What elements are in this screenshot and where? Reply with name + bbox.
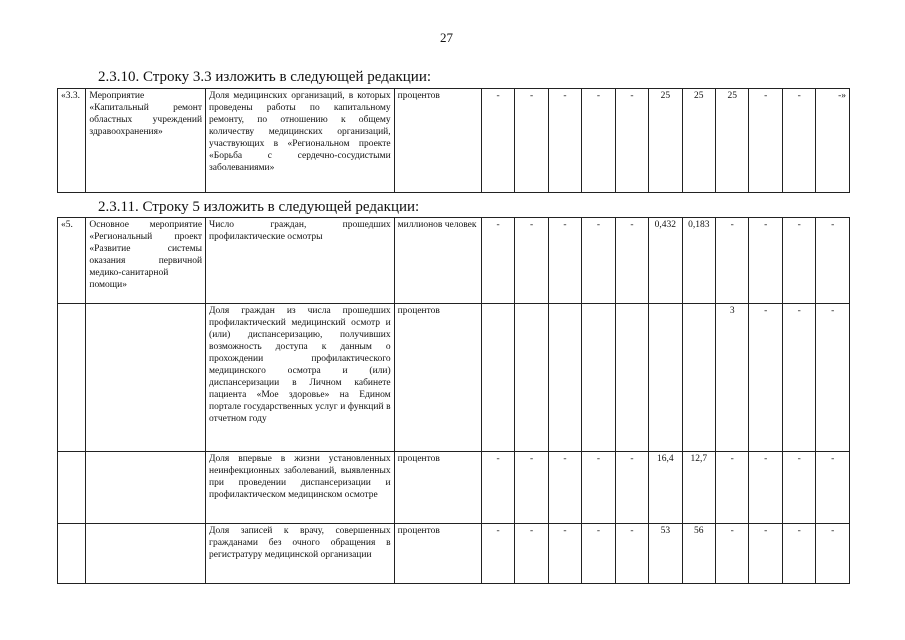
table-row-3-3: [57, 88, 850, 193]
event-name: [86, 452, 206, 524]
unit: процентов: [394, 524, 481, 584]
value-cell: [615, 304, 648, 452]
value-cell: 0,183: [682, 218, 715, 304]
value-cell: 56: [682, 524, 715, 584]
value-cell: -: [816, 524, 850, 584]
value-cell: 25: [716, 89, 749, 193]
row-number: «5.: [58, 218, 86, 304]
value-cell: -: [548, 452, 581, 524]
event-name: [86, 524, 206, 584]
unit: процентов: [394, 304, 481, 452]
value-cell: -: [716, 524, 749, 584]
row-number: «3.3.: [58, 89, 86, 193]
value-cell: -: [582, 218, 615, 304]
value-cell: -: [582, 89, 615, 193]
heading-2-3-11: 2.3.11. Строку 5 изложить в следующей редакции:: [98, 199, 420, 215]
value-cell: -: [548, 89, 581, 193]
value-cell: -: [582, 452, 615, 524]
event-name: [86, 304, 206, 452]
indicator-name: Число граждан, прошедших профилактические осмотры: [206, 218, 395, 304]
value-cell: -: [749, 304, 782, 452]
value-cell: [582, 304, 615, 452]
event-name: Мероприятие «Капитальный ремонт областных учреждений здравоохранения»: [86, 89, 206, 193]
value-cell: 12,7: [682, 452, 715, 524]
value-cell: [682, 304, 715, 452]
table-row: [58, 218, 850, 304]
value-cell: -: [515, 89, 548, 193]
indicator-name: Доля медицинских организаций, в которых проведены работы по капитальному ремонту, по отношению к общему количеству медицинских организаций, участвующих в «Региональном проекте «Борьба с сердечно-сосудистыми заболеваниями»: [206, 89, 395, 193]
value-cell: -: [782, 524, 815, 584]
table-row: [58, 524, 850, 584]
row-number: [58, 304, 86, 452]
table-row-5: [57, 217, 850, 584]
value-cell: 25: [649, 89, 682, 193]
value-cell: -: [782, 452, 815, 524]
value-cell: -: [749, 89, 782, 193]
value-cell: [515, 304, 548, 452]
value-cell: -: [816, 304, 850, 452]
value-cell: -: [816, 452, 850, 524]
value-cell: -: [749, 524, 782, 584]
value-cell: -: [481, 524, 514, 584]
indicator-name: Доля граждан из числа прошедших профилактический медицинский осмотр и (или) диспансеризацию, получивших возможность доступа к данным о прохождении профилактического медицинского осмотра и (или) диспансеризации в Личном кабинете пациента «Мое здоровье» на Едином портале государственных услуг и функций в отчетном году: [206, 304, 395, 452]
value-cell: -: [481, 452, 514, 524]
value-cell: [649, 304, 682, 452]
value-cell: -: [548, 524, 581, 584]
value-cell: -: [716, 218, 749, 304]
table-row: [58, 452, 850, 524]
value-cell: -: [515, 524, 548, 584]
value-cell: -: [782, 89, 815, 193]
value-cell: -: [816, 218, 850, 304]
value-cell: [481, 304, 514, 452]
indicator-name: Доля впервые в жизни установленных неинфекционных заболеваний, выявленных при проведении диспансеризации и профилактическом медицинском осмотре: [206, 452, 395, 524]
unit: процентов: [394, 89, 481, 193]
value-cell: -: [481, 218, 514, 304]
value-cell: -»: [816, 89, 850, 193]
row-number: [58, 452, 86, 524]
page-number: 27: [440, 30, 453, 45]
value-cell: 3: [716, 304, 749, 452]
value-cell: -: [515, 218, 548, 304]
unit: миллионов человек: [394, 218, 481, 304]
unit: процентов: [394, 452, 481, 524]
value-cell: -: [782, 218, 815, 304]
value-cell: -: [515, 452, 548, 524]
value-cell: 25: [682, 89, 715, 193]
value-cell: -: [615, 524, 648, 584]
value-cell: 0,432: [649, 218, 682, 304]
value-cell: 16,4: [649, 452, 682, 524]
value-cell: -: [716, 452, 749, 524]
table-row: [58, 89, 850, 193]
value-cell: -: [749, 452, 782, 524]
value-cell: 53: [649, 524, 682, 584]
event-name: Основное мероприятие «Региональный проект «Развитие системы оказания первичной медико-санитарной помощи»: [86, 218, 206, 304]
value-cell: -: [615, 89, 648, 193]
value-cell: -: [749, 218, 782, 304]
value-cell: -: [615, 452, 648, 524]
value-cell: -: [548, 218, 581, 304]
value-cell: -: [615, 218, 648, 304]
indicator-name: Доля записей к врачу, совершенных гражданами без очного обращения в регистратуру медицинской организации: [206, 524, 395, 584]
value-cell: -: [582, 524, 615, 584]
value-cell: [548, 304, 581, 452]
value-cell: -: [481, 89, 514, 193]
table-row: [58, 304, 850, 452]
row-number: [58, 524, 86, 584]
heading-2-3-10: 2.3.10. Строку 3.3 изложить в следующей редакции:: [98, 69, 432, 85]
value-cell: -: [782, 304, 815, 452]
